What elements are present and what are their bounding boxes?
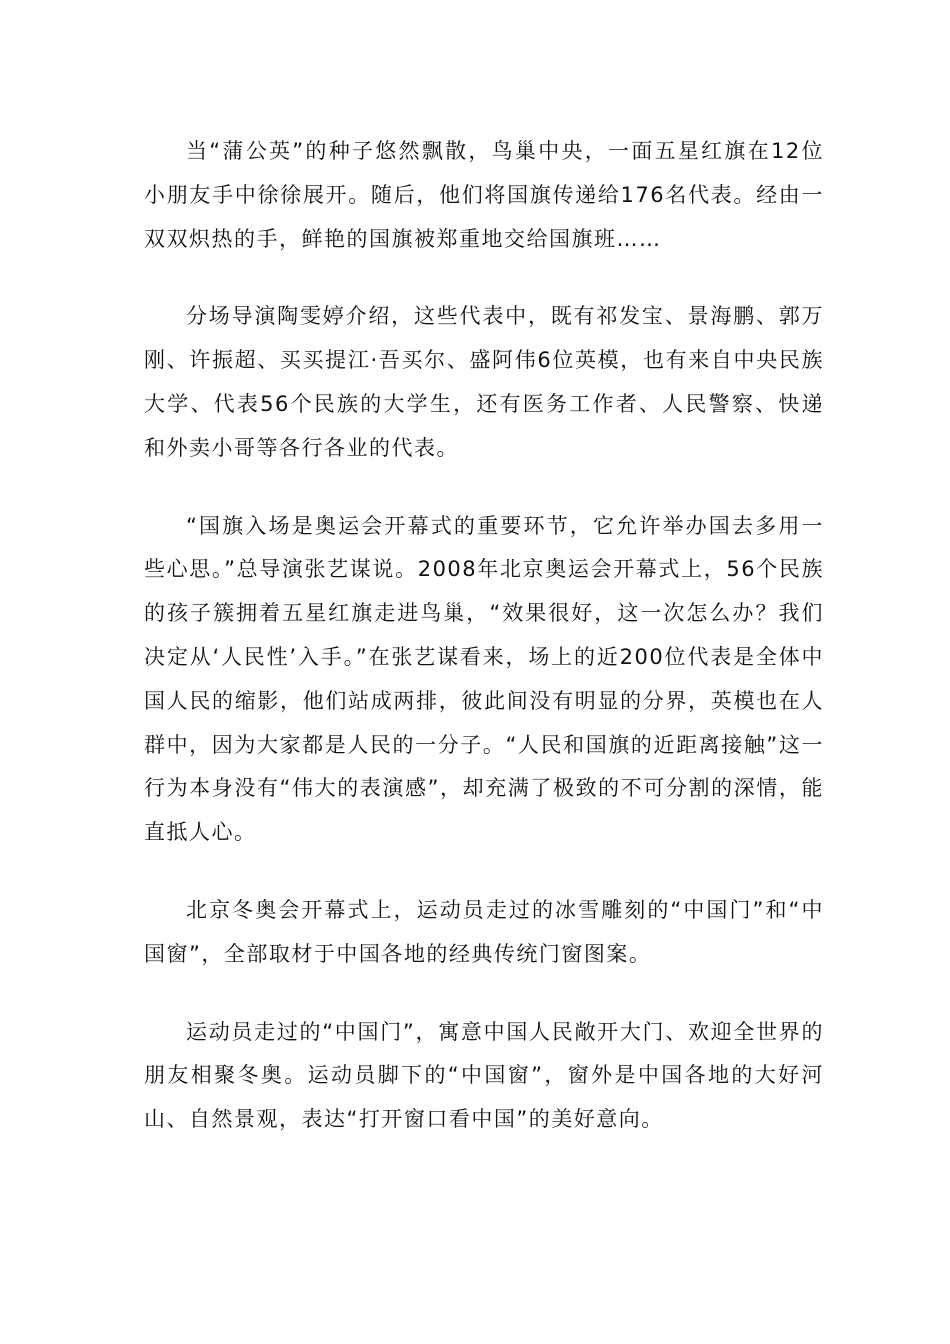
article-body: [144, 130, 824, 1176]
paragraph-1: 当“蒲公英”的种子悠然飘散，鸟巢中央，一面五星红旗在12位小朋友手中徐徐展开。随后，他们将国旗传递给176名代表。经由一双双炽热的手，鲜艳的国旗被郑重地交给国旗班……: [144, 139, 824, 251]
paragraph-3: “国旗入场是奥运会开幕式的重要环节，它允许举办国去多用一些心思。”总导演张艺谋说。2008年北京奥运会开幕式上，56个民族的孩子簇拥着五星红旗走进鸟巢，“效果很好，这一次怎么办？我们决定从‘人民性’入手。”在张艺谋看来，场上的近200位代表是全体中国人民的缩影，他们站成两排，彼此间没有明显的分界，英模也在人群中，因为大家都是人民的一分子。“人民和国旗的近距离接触”这一行为本身没有“伟大的表演感”，却充满了极致的不可分割的深情，能直抵人心。: [144, 513, 824, 845]
paragraph-2: 分场导演陶雯婷介绍，这些代表中，既有祁发宝、景海鹏、郭万刚、许振超、买买提江·吾买尔、盛阿伟6位英模，也有来自中央民族大学、代表56个民族的大学生，还有医务工作者、人民警察、快递和外卖小哥等各行各业的代表。: [144, 304, 824, 460]
paragraph-4: 北京冬奥会开幕式上，运动员走过的冰雪雕刻的“中国门”和“中国窗”，全部取材于中国各地的经典传统门窗图案。: [144, 897, 824, 966]
paragraph-5: 运动员走过的“中国门”，寓意中国人民敞开大门、欢迎全世界的朋友相聚冬奥。运动员脚下的“中国窗”，窗外是中国各地的大好河山、自然景观，表达“打开窗口看中国”的美好意向。: [144, 1019, 824, 1132]
